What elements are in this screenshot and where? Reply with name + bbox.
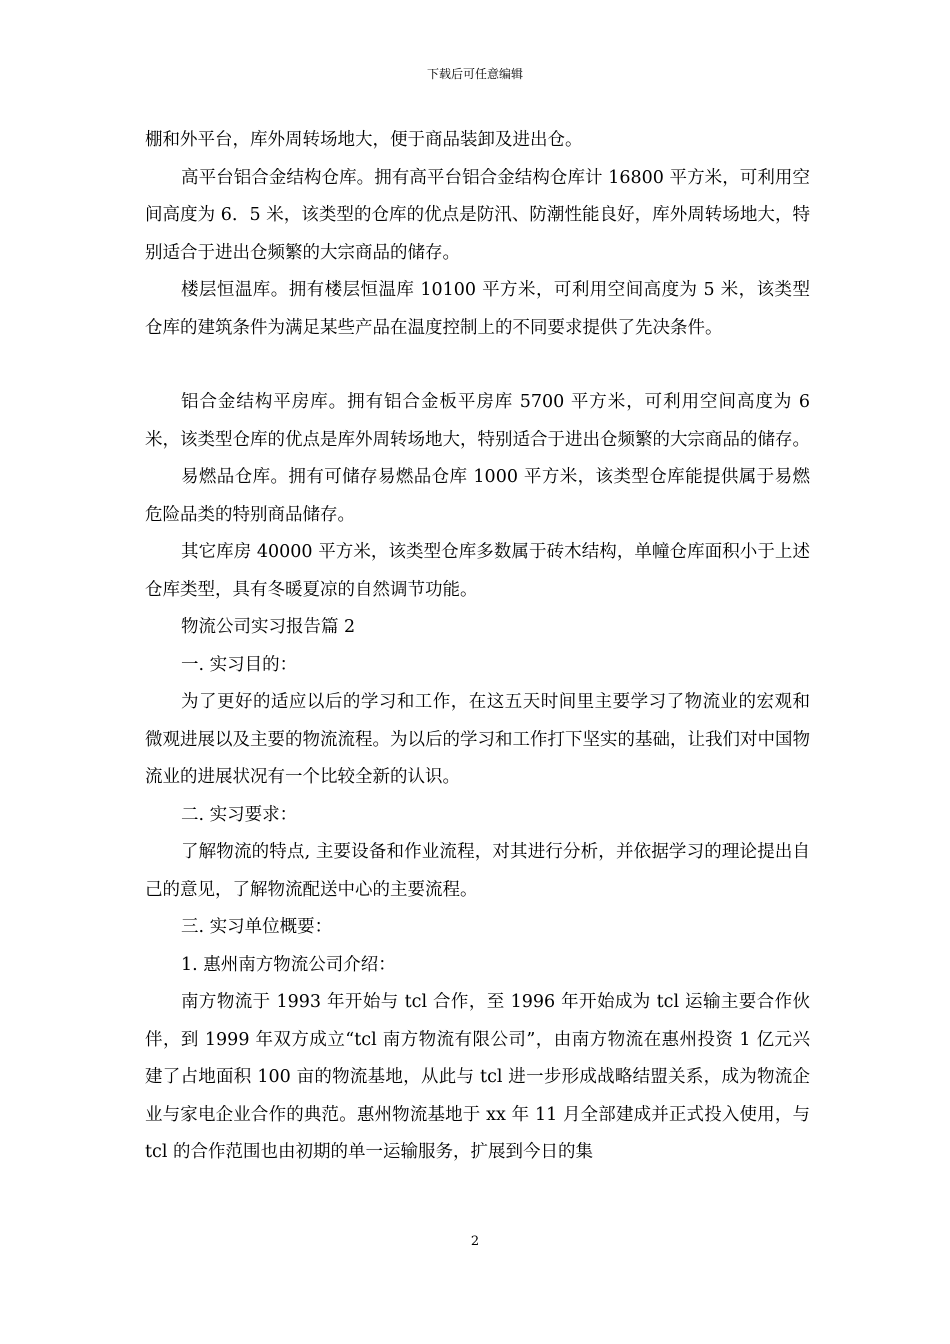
paragraph-3: 楼层恒温库。拥有楼层恒温库 10100 平方米，可利用空间高度为 5 米，该类型仓库的建筑条件为满足某些产品在温度控制上的不同要求提供了先决条件。 (145, 280, 810, 338)
paragraph-4: 铝合金结构平房库。拥有铝合金板平房库 5700 平方米，可利用空间高度为 6 米，该类型仓库的优点是库外周转场地大，特别适合于进出仓频繁的大宗商品的储存。 (145, 392, 810, 450)
heading-company-intro: 1. 惠州南方物流公司介绍： (181, 954, 396, 975)
paragraph-6: 其它库房 40000 平方米，该类型仓库多数属于砖木结构，单幢仓库面积小于上述仓库类型，具有冬暖夏凉的自然调节功能。 (145, 542, 810, 600)
heading-requirements: 二. 实习要求： (181, 804, 298, 825)
paragraph-requirements: 了解物流的特点, 主要设备和作业流程，对其进行分析，并依据学习的理论提出自己的意见，了解物流配送中心的主要流程。 (145, 842, 810, 900)
section-title: 物流公司实习报告篇 2 (181, 617, 356, 637)
paragraph-2: 高平台铝合金结构仓库。拥有高平台铝合金结构仓库计 16800 平方米，可利用空间高度为 6．5 米，该类型的仓库的优点是防汛、防潮性能良好，库外周转场地大，特别适合于进出仓频繁的大宗商品的储存。 (145, 167, 810, 263)
page-header: 下载后可任意编辑 (426, 67, 523, 81)
paragraph-company-intro: 南方物流于 1993 年开始与 tcl 合作，至 1996 年开始成为 tcl 运输主要合作伙伴，到 1999 年双方成立“tcl 南方物流有限公司”，由南方物流在惠州投资 1 亿元兴建了占地面积 100 亩的物流基地，从此与 tcl 进一步形成战略结盟关系，成为物流企业与家电企业合作的典范。惠州物流基地于 xx 年 11 月全部建成并正式投入使用，与 tcl 的合作范围也由初期的单一运输服务，扩展到今日的集 (145, 992, 810, 1162)
paragraph-purpose: 为了更好的适应以后的学习和工作，在这五天时间里主要学习了物流业的宏观和微观进展以及主要的物流流程。为以后的学习和工作打下坚实的基础，让我们对中国物流业的进展状况有一个比较全新的认识。 (145, 692, 810, 787)
paragraph-5: 易燃品仓库。拥有可储存易燃品仓库 1000 平方米，该类型仓库能提供属于易燃危险品类的特别商品储存。 (145, 467, 810, 525)
document-body (145, 122, 810, 1172)
paragraph-1: 棚和外平台，库外周转场地大，便于商品装卸及进出仓。 (145, 130, 583, 150)
heading-unit-overview: 三. 实习单位概要： (181, 917, 333, 937)
heading-purpose: 一. 实习目的： (181, 654, 298, 675)
page-number: 2 (470, 1234, 480, 1249)
